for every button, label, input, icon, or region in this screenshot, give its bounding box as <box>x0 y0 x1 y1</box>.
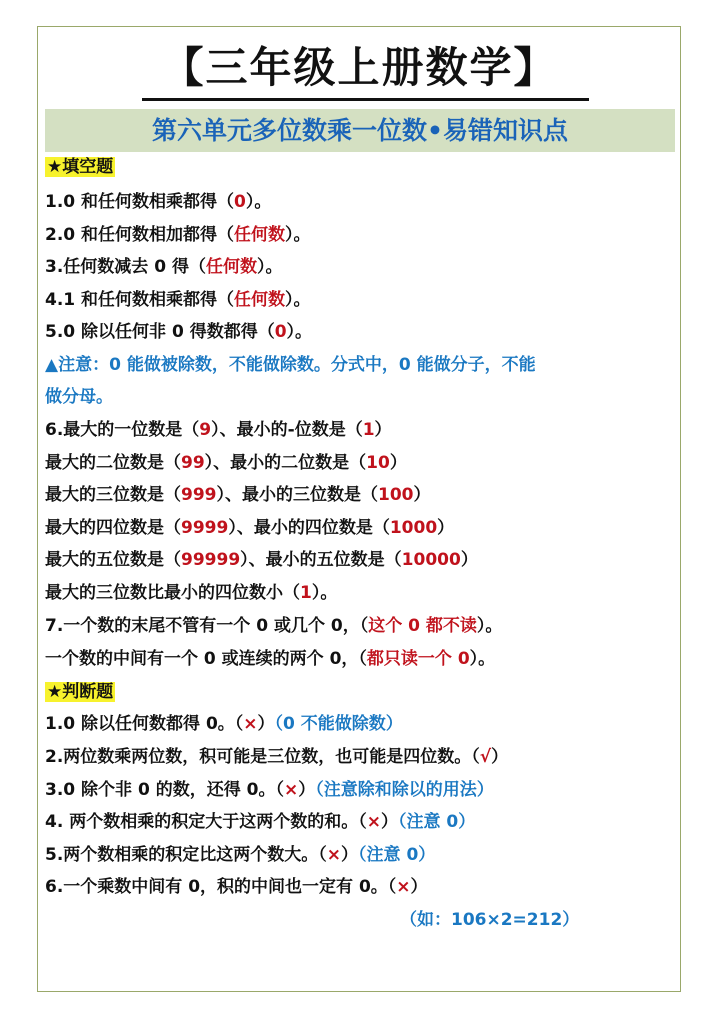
judge-item-6-example: （如：106×2=212） <box>400 910 580 930</box>
note-line-2: 做分母。 <box>45 387 113 407</box>
fill-item-difference: 最大的三位数比最小的四位数小（1）。 <box>45 583 338 603</box>
page-subtitle: 第六单元多位数乘一位数•易错知识点 <box>45 109 675 152</box>
note-line-1: ▲注意：0 能做被除数，不能做除数。分式中，0 能做分子，不能 <box>45 355 536 375</box>
section-fill-heading: ★填空题 <box>47 157 114 177</box>
judge-item-5: 5.两个数相乘的积定比这两个数大。（×）（注意 0） <box>45 845 436 865</box>
judge-item-6: 6.一个乘数中间有 0，积的中间也一定有 0。（×） <box>45 877 428 897</box>
judge-item-3: 3.0 除个非 0 的数，还得 0。（×）（注意除和除以的用法） <box>45 780 494 800</box>
section-judge-heading: ★判断题 <box>47 682 114 702</box>
fill-item-1: 1.0 和任何数相乘都得（0）。 <box>45 192 272 212</box>
title-underline <box>142 98 589 101</box>
judge-item-4: 4. 两个数相乘的积定大于这两个数的和。（×）（注意 0） <box>45 812 476 832</box>
fill-item-4: 4.1 和任何数相乘都得（任何数）。 <box>45 290 311 310</box>
fill-item-four-digit: 最大的四位数是（9999）、最小的四位数是（1000） <box>45 518 455 538</box>
fill-item-five-digit: 最大的五位数是（99999）、最小的五位数是（10000） <box>45 550 478 570</box>
fill-item-7b: 一个数的中间有一个 0 或连续的两个 0，（都只读一个 0）。 <box>45 649 496 669</box>
fill-item-3: 3.任何数减去 0 得（任何数）。 <box>45 257 283 277</box>
fill-item-6: 6.最大的一位数是（9）、最小的-位数是（1） <box>45 420 392 440</box>
fill-item-two-digit: 最大的二位数是（99）、最小的二位数是（10） <box>45 453 407 473</box>
fill-item-5: 5.0 除以任何非 0 得数都得（0）。 <box>45 322 313 342</box>
judge-item-2: 2.两位数乘两位数，积可能是三位数，也可能是四位数。（√） <box>45 747 509 767</box>
fill-item-three-digit: 最大的三位数是（999）、最小的三位数是（100） <box>45 485 431 505</box>
fill-item-2: 2.0 和任何数相加都得（任何数）。 <box>45 225 311 245</box>
fill-item-7: 7.一个数的末尾不管有一个 0 或几个 0，（这个 0 都不读）。 <box>45 616 503 636</box>
page-title: 【三年级上册数学】 <box>161 43 558 92</box>
judge-item-1: 1.0 除以任何数都得 0。（×）（0 不能做除数） <box>45 714 403 734</box>
